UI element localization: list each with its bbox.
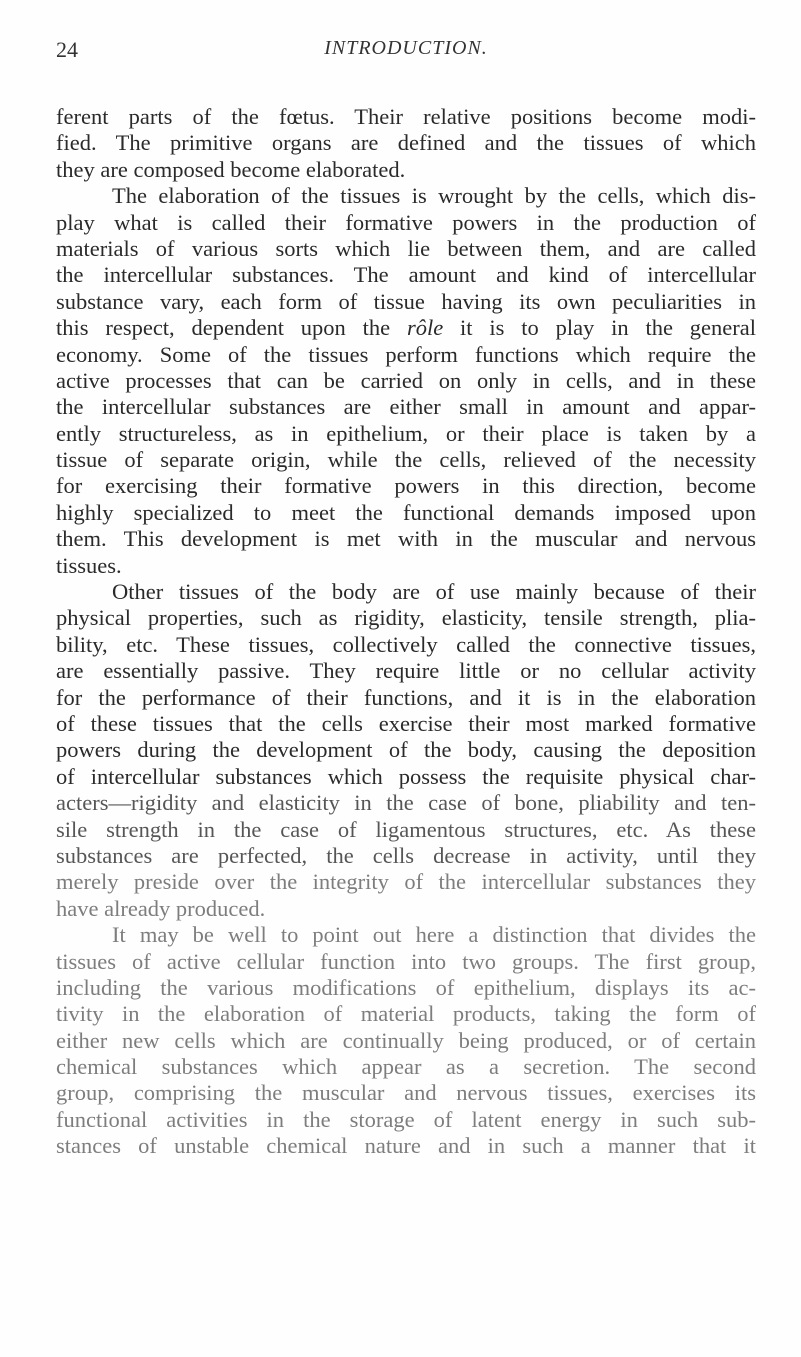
text-line-content: have already produced. (56, 895, 266, 921)
text-line-content: It may be well to point out here a distinction that divides the (112, 922, 756, 948)
running-title: INTRODUCTION. (324, 37, 488, 59)
text-line-content: group, comprising the muscular and nervous tissues, exercises its (56, 1080, 756, 1106)
text-line (56, 1080, 756, 1106)
text-line (56, 843, 756, 869)
text-line (56, 579, 756, 605)
text-line (56, 157, 756, 183)
text-line (56, 368, 756, 394)
text-line-content: of these tissues that the cells exercise their most marked formative (56, 710, 756, 736)
text-line (56, 289, 756, 315)
text-line (56, 869, 756, 895)
text-line-content: either new cells which are continually being produced, or of certain (56, 1027, 756, 1053)
body-text (56, 104, 756, 1160)
text-line (56, 526, 756, 552)
text-line (56, 315, 756, 341)
text-line-content: physical properties, such as rigidity, elasticity, tensile strength, plia- (56, 605, 756, 631)
text-line (56, 711, 756, 737)
text-line (56, 553, 756, 579)
text-line-content: The elaboration of the tissues is wrought by the cells, which dis- (112, 183, 756, 209)
text-line (56, 632, 756, 658)
text-line-content: of intercellular substances which possess the requisite physical char- (56, 763, 756, 789)
text-line-content: highly specialized to meet the functional demands imposed upon (56, 499, 756, 525)
text-line (56, 1028, 756, 1054)
text-line-content: tissues of active cellular function into two groups. The first group, (56, 948, 756, 974)
text-line-content: functional activities in the storage of latent energy in such sub- (56, 1106, 756, 1132)
text-line (56, 236, 756, 262)
text-line (56, 922, 756, 948)
text-line (56, 500, 756, 526)
text-line-content: tissue of separate origin, while the cells, relieved of the necessity (56, 447, 756, 473)
text-line-content: ently structureless, as in epithelium, or their place is taken by a (56, 420, 756, 446)
text-line (56, 764, 756, 790)
text-line-content: them. This development is met with in the muscular and nervous (56, 526, 756, 552)
text-line (56, 790, 756, 816)
text-line-content: tivity in the elaboration of material products, taking the form of (56, 1001, 756, 1027)
text-line-content: bility, etc. These tissues, collectively called the connective tissues, (56, 631, 756, 657)
text-line (56, 658, 756, 684)
text-line (56, 605, 756, 631)
text-line-content: tissues. (56, 552, 122, 578)
text-line-content: for exercising their formative powers in this direction, become (56, 473, 756, 499)
text-line-content: the intercellular substances are either small in amount and appar- (56, 394, 756, 420)
text-line-content: ferent parts of the fœtus. Their relative positions become modi- (56, 104, 756, 129)
text-line (56, 183, 756, 209)
text-line-content: fied. The primitive organs are defined and the tissues of which (56, 130, 756, 156)
text-line-content: it is to play in the general (443, 315, 756, 341)
text-line-content: sile strength in the case of ligamentous structures, etc. As these (56, 816, 756, 842)
text-line (56, 262, 756, 288)
text-line (56, 447, 756, 473)
text-line (56, 104, 756, 130)
page-number: 24 (56, 37, 78, 62)
text-line (56, 394, 756, 420)
text-line (56, 421, 756, 447)
text-line-content: stances of unstable chemical nature and in such a manner that it (56, 1133, 756, 1159)
text-line-content: are essentially passive. They require little or no cellular activity (56, 658, 756, 684)
text-line (56, 975, 756, 1001)
text-line (56, 1001, 756, 1027)
text-line-content: merely preside over the integrity of the intercellular substances they (56, 869, 756, 895)
running-head (56, 37, 756, 67)
text-line (56, 342, 756, 368)
text-line-content: economy. Some of the tissues perform functions which require the (56, 341, 756, 367)
text-line (56, 949, 756, 975)
text-line-content: active processes that can be carried on only in cells, and in these (56, 367, 756, 393)
text-line-content: chemical substances which appear as a secretion. The second (56, 1054, 756, 1080)
text-line-content: powers during the development of the body, causing the deposition (56, 737, 756, 763)
text-line (56, 210, 756, 236)
text-line (56, 737, 756, 763)
text-line (56, 685, 756, 711)
text-line-content: they are composed become elaborated. (56, 156, 406, 182)
text-line-content: for the performance of their functions, and it is in the elaboration (56, 684, 756, 710)
text-line-content: play what is called their formative powers in the production of (56, 209, 756, 235)
text-line (56, 473, 756, 499)
text-line (56, 1133, 756, 1159)
text-line-content: substances are perfected, the cells decrease in activity, until they (56, 842, 756, 868)
text-line-content: this respect, dependent upon the (56, 315, 407, 341)
text-line-content: Other tissues of the body are of use mainly because of their (112, 579, 756, 605)
text-line-content: materials of various sorts which lie between them, and are called (56, 235, 756, 261)
text-line-content: acters—rigidity and elasticity in the case of bone, pliability and ten- (56, 790, 756, 816)
text-line-content: substance vary, each form of tissue having its own peculiarities in (56, 288, 756, 314)
text-line (56, 817, 756, 843)
text-line-content: including the various modifications of epithelium, displays its ac- (56, 974, 756, 1000)
text-line (56, 896, 756, 922)
text-line (56, 1107, 756, 1133)
text-line-content: the intercellular substances. The amount and kind of intercellular (56, 262, 756, 288)
text-line (56, 130, 756, 156)
text-line (56, 1054, 756, 1080)
italic-term: rôle (406, 315, 444, 341)
